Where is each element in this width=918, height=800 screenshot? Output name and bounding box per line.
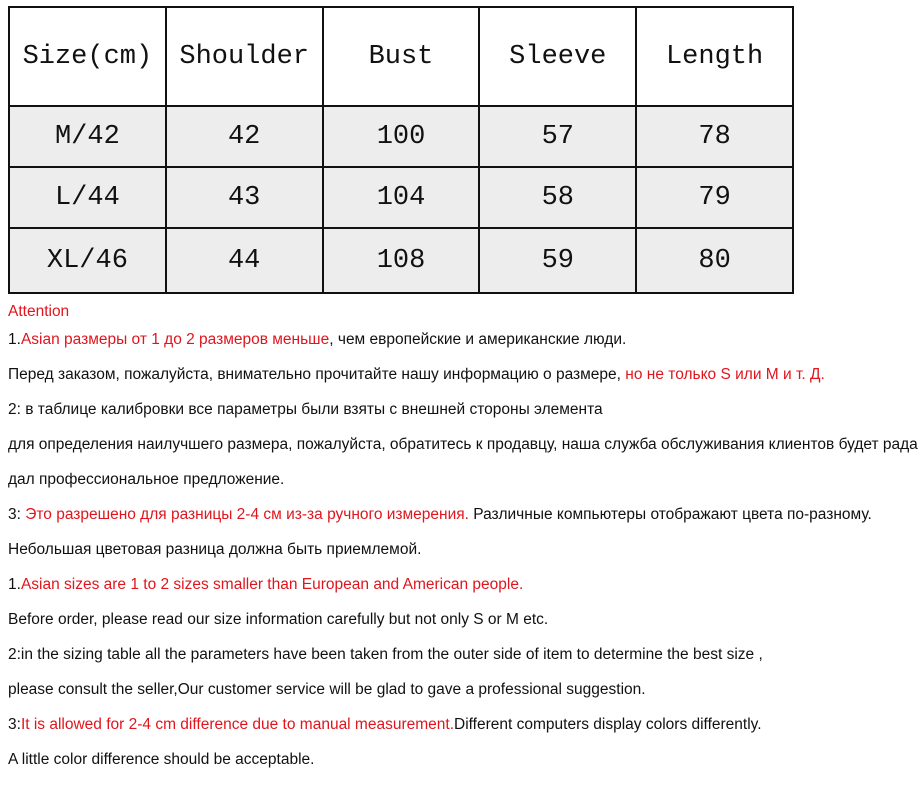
table-cell: 100 <box>323 106 480 167</box>
size-notes <box>8 302 918 785</box>
note-line: для определения наилучшего размера, пожалуйста, обратитесь к продавцу, наша служба обслуживания клиентов будет рада <box>8 436 918 453</box>
table-cell: XL/46 <box>9 228 166 293</box>
note-highlight: Asian размеры от 1 до 2 размеров меньше <box>20 331 330 348</box>
note-text: Перед заказом, пожалуйста, внимательно прочитайте нашу информацию о размере, <box>8 366 626 383</box>
note-line: please consult the seller,Our customer service will be glad to gave a professional suggestion. <box>8 681 646 698</box>
note-line: 2:in the sizing table all the parameters have been taken from the outer side of item to determine the best size , <box>8 646 763 663</box>
note-prefix: 1. <box>8 331 21 348</box>
note-line <box>8 330 798 365</box>
note-text: , чем европейские и американские люди. <box>329 331 627 348</box>
table-header-row <box>9 7 793 106</box>
table-row <box>9 106 793 167</box>
table-cell: 58 <box>479 167 636 228</box>
note-line: Before order, please read our size information carefully but not only S or M etc. <box>8 611 549 628</box>
note-highlight: но не только S или M и т. Д. <box>625 366 825 383</box>
note-line <box>8 505 872 540</box>
header-length: Length <box>636 7 793 106</box>
table-cell: 44 <box>166 228 323 293</box>
note-prefix: 3: <box>8 716 21 733</box>
table-cell: 108 <box>323 228 480 293</box>
table-cell: 59 <box>479 228 636 293</box>
note-highlight: It is allowed for 2-4 cm difference due to manual measurement. <box>20 716 455 733</box>
table-cell: 57 <box>479 106 636 167</box>
note-highlight: Asian sizes are 1 to 2 sizes smaller than European and American people. <box>20 576 524 593</box>
attention-heading: Attention <box>8 303 70 320</box>
size-chart-table <box>8 6 794 294</box>
note-line: Небольшая цветовая разница должна быть приемлемой. <box>8 541 422 558</box>
note-text: Different computers display colors differently. <box>454 716 762 733</box>
note-line <box>8 715 798 750</box>
note-text: Различные компьютеры отображают цвета по-разному. <box>468 506 872 523</box>
note-line: дал профессиональное предложение. <box>8 471 285 488</box>
table-row <box>9 228 793 293</box>
table-cell: 80 <box>636 228 793 293</box>
note-line <box>8 575 798 610</box>
header-shoulder: Shoulder <box>166 7 323 106</box>
header-sleeve: Sleeve <box>479 7 636 106</box>
table-cell: 42 <box>166 106 323 167</box>
table-cell: 43 <box>166 167 323 228</box>
note-prefix: 3: <box>8 506 26 523</box>
header-size: Size(cm) <box>9 7 166 106</box>
note-line: 2: в таблице калибровки все параметры были взяты с внешней стороны элемента <box>8 401 603 418</box>
note-prefix: 1. <box>8 576 21 593</box>
note-highlight: Это разрешено для разницы 2-4 см из-за ручного измерения. <box>25 506 469 523</box>
note-line <box>8 365 825 400</box>
note-line: A little color difference should be acceptable. <box>8 751 315 768</box>
table-cell: 79 <box>636 167 793 228</box>
table-cell: 104 <box>323 167 480 228</box>
table-cell: 78 <box>636 106 793 167</box>
table-row <box>9 167 793 228</box>
table-cell: M/42 <box>9 106 166 167</box>
table-cell: L/44 <box>9 167 166 228</box>
header-bust: Bust <box>323 7 480 106</box>
